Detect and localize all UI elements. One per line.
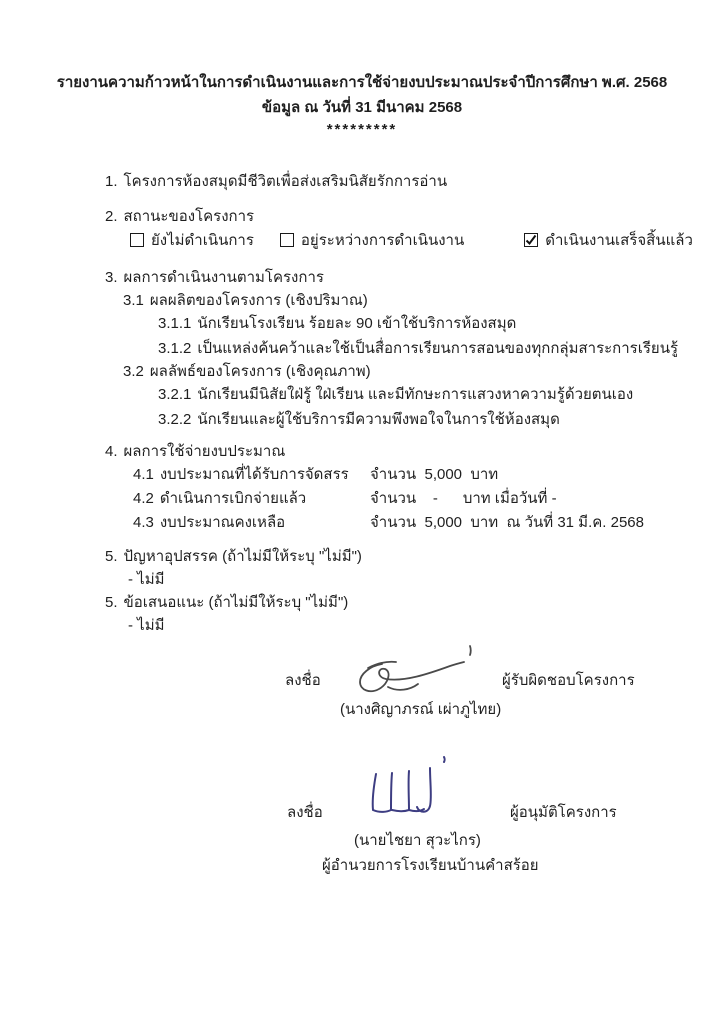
item-3-1-1 (158, 312, 724, 335)
item-text: เป็นแหล่งค้นคว้าและใช้เป็นสื่อการเรียนการสอนของทุกกลุ่มสาระการเรียนรู้ (197, 340, 679, 357)
item-number: 5. (105, 594, 118, 611)
budget-label (133, 487, 370, 511)
sign1-prefix: ลงชื่อ (285, 672, 321, 689)
budget-amount: จำนวน 5,000 บาท (370, 466, 499, 483)
item-number: 4.1 (133, 466, 154, 483)
item-number: 2. (105, 208, 118, 225)
item-text: สถานะของโครงการ (123, 208, 255, 225)
sign2-role: ผู้อนุมัติโครงการ (510, 804, 617, 821)
divider-asterisks: ********* (326, 121, 398, 138)
budget-label-text: งบประมาณที่ได้รับการจัดสรร (159, 466, 349, 483)
budget-label (133, 463, 370, 487)
status-option-completed (524, 228, 693, 252)
budget-row-remaining (133, 511, 724, 535)
status-option-not-started (130, 228, 254, 252)
item-text: โครงการห้องสมุดมีชีวิตเพื่อส่งเสริมนิสัยรักการอ่าน (123, 173, 448, 190)
sign2-name: (นายไชยา สุวะไกร) (354, 832, 481, 849)
document-header (0, 0, 724, 140)
checkbox-completed[interactable] (524, 233, 538, 247)
item-2-project-status (105, 205, 724, 228)
signature-1-handwriting (352, 638, 488, 700)
item-number: 4.3 (133, 514, 154, 531)
item-number: 4.2 (133, 490, 154, 507)
item-number: 3.1 (123, 292, 144, 309)
budget-amount: จำนวน 5,000 บาท ณ วันที่ 31 มี.ค. 2568 (370, 514, 644, 531)
item-number: 1. (105, 173, 118, 190)
item-3-2-1 (158, 383, 724, 406)
item-text: ปัญหาอุปสรรค (ถ้าไม่มีให้ระบุ "ไม่มี") (123, 548, 362, 565)
checkbox-in-progress[interactable] (280, 233, 294, 247)
item-5-suggestions-answer: - ไม่มี (128, 617, 165, 634)
item-5-suggestions (105, 591, 724, 614)
item-number: 3.2.2 (158, 411, 192, 428)
checkbox-label: ยังไม่ดำเนินการ (151, 232, 254, 249)
item-3-1-outputs (123, 289, 724, 312)
budget-amount: จำนวน - บาท เมื่อวันที่ - (370, 490, 557, 507)
item-text: นักเรียนโรงเรียน ร้อยละ 90 เข้าใช้บริการห้องสมุด (197, 315, 517, 332)
item-text: นักเรียนมีนิสัยใฝ่รู้ ใฝ่เรียน และมีทักษะการแสวงหาความรู้ด้วยตนเอง (197, 386, 634, 403)
item-text: ผลการดำเนินงานตามโครงการ (123, 269, 324, 286)
item-number: 4. (105, 443, 118, 460)
item-text: ผลการใช้จ่ายงบประมาณ (123, 443, 286, 460)
sign2-prefix: ลงชื่อ (287, 804, 323, 821)
item-3-results (105, 266, 724, 289)
budget-row-allocated (133, 463, 724, 487)
item-number: 3. (105, 269, 118, 286)
item-4-budget (105, 440, 724, 463)
budget-row-disbursed (133, 487, 724, 511)
checkbox-label: อยู่ระหว่างการดำเนินงาน (300, 232, 465, 249)
budget-label-text: งบประมาณคงเหลือ (159, 514, 286, 531)
item-5-problems-answer: - ไม่มี (128, 571, 165, 588)
item-5-problems (105, 545, 724, 568)
status-options-row (130, 228, 724, 252)
document-subtitle-date: ข้อมูล ณ วันที่ 31 มีนาคม 2568 (261, 99, 463, 116)
check-icon (525, 234, 537, 246)
signature-2-handwriting (358, 752, 458, 820)
item-3-2-outcomes (123, 360, 724, 383)
budget-label-text: ดำเนินการเบิกจ่ายแล้ว (159, 490, 307, 507)
item-text: ผลผลิตของโครงการ (เชิงปริมาณ) (149, 292, 368, 309)
document-title: รายงานความก้าวหน้าในการดำเนินงานและการใช้จ่ายงบประมาณประจำปีการศึกษา พ.ศ. 2568 (56, 74, 668, 91)
item-number: 3.2 (123, 363, 144, 380)
item-1-project-name (105, 170, 724, 193)
budget-label (133, 511, 370, 535)
item-text: นักเรียนและผู้ใช้บริการมีความพึงพอใจในการใช้ห้องสมุด (197, 411, 560, 428)
item-number: 5. (105, 548, 118, 565)
item-3-1-2 (158, 337, 724, 360)
checkbox-not-started[interactable] (130, 233, 144, 247)
item-text: ข้อเสนอแนะ (ถ้าไม่มีให้ระบุ "ไม่มี") (123, 594, 349, 611)
sign1-name: (นางศิญาภรณ์ เผ่าภูไทย) (340, 701, 502, 718)
item-text: ผลลัพธ์ของโครงการ (เชิงคุณภาพ) (149, 363, 371, 380)
item-number: 3.1.2 (158, 340, 192, 357)
sign1-role: ผู้รับผิดชอบโครงการ (502, 672, 635, 689)
item-number: 3.2.1 (158, 386, 192, 403)
status-option-in-progress (280, 228, 464, 252)
item-3-2-2 (158, 408, 724, 431)
checkbox-label: ดำเนินงานเสร็จสิ้นแล้ว (545, 232, 693, 249)
item-number: 3.1.1 (158, 315, 192, 332)
sign2-position: ผู้อำนวยการโรงเรียนบ้านคำสร้อย (322, 857, 539, 874)
